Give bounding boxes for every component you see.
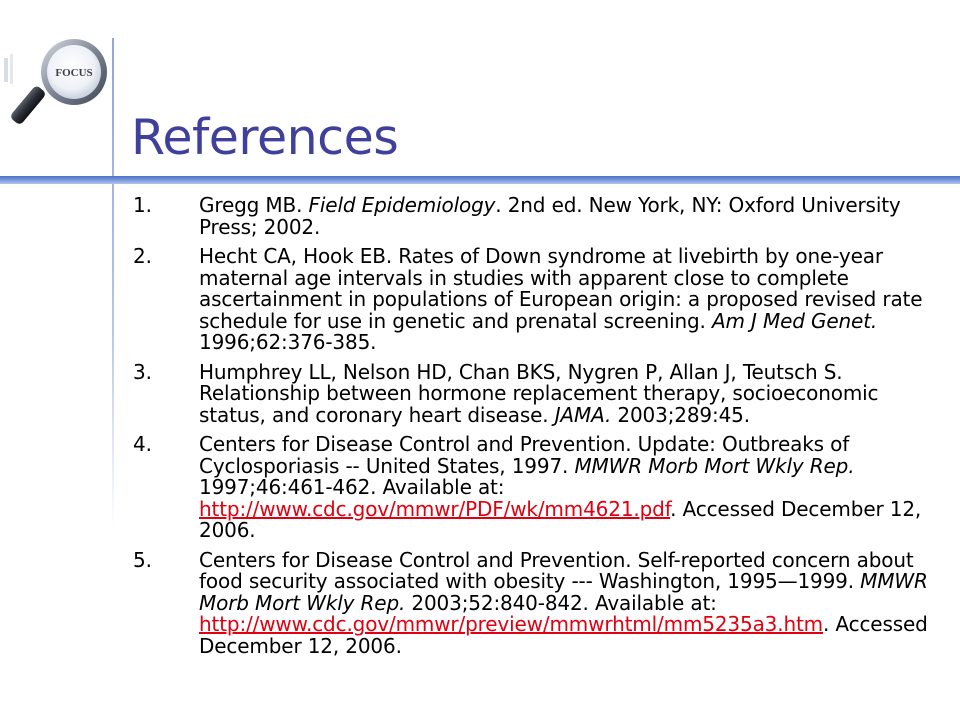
reference-number: 4.	[133, 432, 152, 456]
reference-text-segment: Humphrey LL, Nelson HD, Chan BKS, Nygren P, Allan J, Teutsch S. Relationship between hormone replacement therapy, socioeconomic status, and coronary heart disease.	[199, 359, 879, 427]
reference-item	[133, 547, 948, 658]
reference-number: 5.	[133, 547, 152, 572]
reference-text-segment: . Accessed December 12, 2006.	[199, 496, 922, 542]
reference-text	[199, 547, 948, 658]
reference-number: 2.	[133, 244, 152, 268]
reference-source-title: MMWR Morb Mort Wkly Rep.	[199, 569, 928, 615]
reference-source-title: Am J Med Genet.	[711, 308, 878, 333]
reference-list	[133, 195, 948, 665]
reference-text-segment: . Accessed December 12, 2006.	[199, 612, 928, 658]
page-title: References	[131, 109, 399, 166]
title-underline-bar	[0, 176, 960, 184]
reference-text-segment: Centers for Disease Control and Prevention. Self-reported concern about food security associated with obesity --- Washington, 1995—1999.	[199, 547, 914, 593]
reference-text-segment: Centers for Disease Control and Prevention. Update: Outbreaks of Cyclosporiasis -- United States, 1997.	[199, 432, 850, 478]
logo-text: FOCUS	[55, 67, 93, 79]
reference-text-segment: Gregg MB.	[199, 193, 309, 217]
reference-text-segment: 2003;289:45.	[611, 402, 750, 427]
reference-text	[199, 246, 948, 354]
reference-number: 1.	[133, 193, 152, 217]
reference-item	[133, 195, 948, 238]
reference-text	[199, 434, 948, 542]
reference-item	[133, 359, 948, 427]
vertical-divider	[112, 38, 114, 528]
reference-source-title: Field Epidemiology	[308, 193, 496, 217]
reference-item	[133, 434, 948, 542]
reference-number: 3.	[133, 359, 152, 384]
reference-text	[199, 195, 948, 238]
focus-magnifier-logo	[0, 30, 115, 130]
reference-text-segment: 1997;46:461-462. Available at:	[199, 475, 505, 499]
reference-item	[133, 246, 948, 354]
reference-link[interactable]: http://www.cdc.gov/mmwr/PDF/wk/mm4621.pdf	[199, 496, 671, 521]
reference-text	[199, 359, 948, 427]
reference-text-segment: . 2nd ed. New York, NY: Oxford University Press; 2002.	[199, 193, 901, 239]
reference-link[interactable]: http://www.cdc.gov/mmwr/preview/mmwrhtml/mm5235a3.htm	[199, 612, 824, 636]
reference-text-segment: 2003;52:840-842. Available at:	[405, 590, 717, 615]
reference-source-title: MMWR Morb Mort Wkly Rep.	[574, 453, 855, 478]
reference-text-segment: 1996;62:376-385.	[199, 330, 377, 354]
reference-source-title: JAMA.	[554, 402, 612, 427]
reference-text-segment: Hecht CA, Hook EB. Rates of Down syndrome at livebirth by one-year maternal age intervals in studies with apparent close to complete ascertainment in populations of European origin: a proposed revised rate schedule for use in genetic and prenatal screening.	[199, 244, 923, 333]
